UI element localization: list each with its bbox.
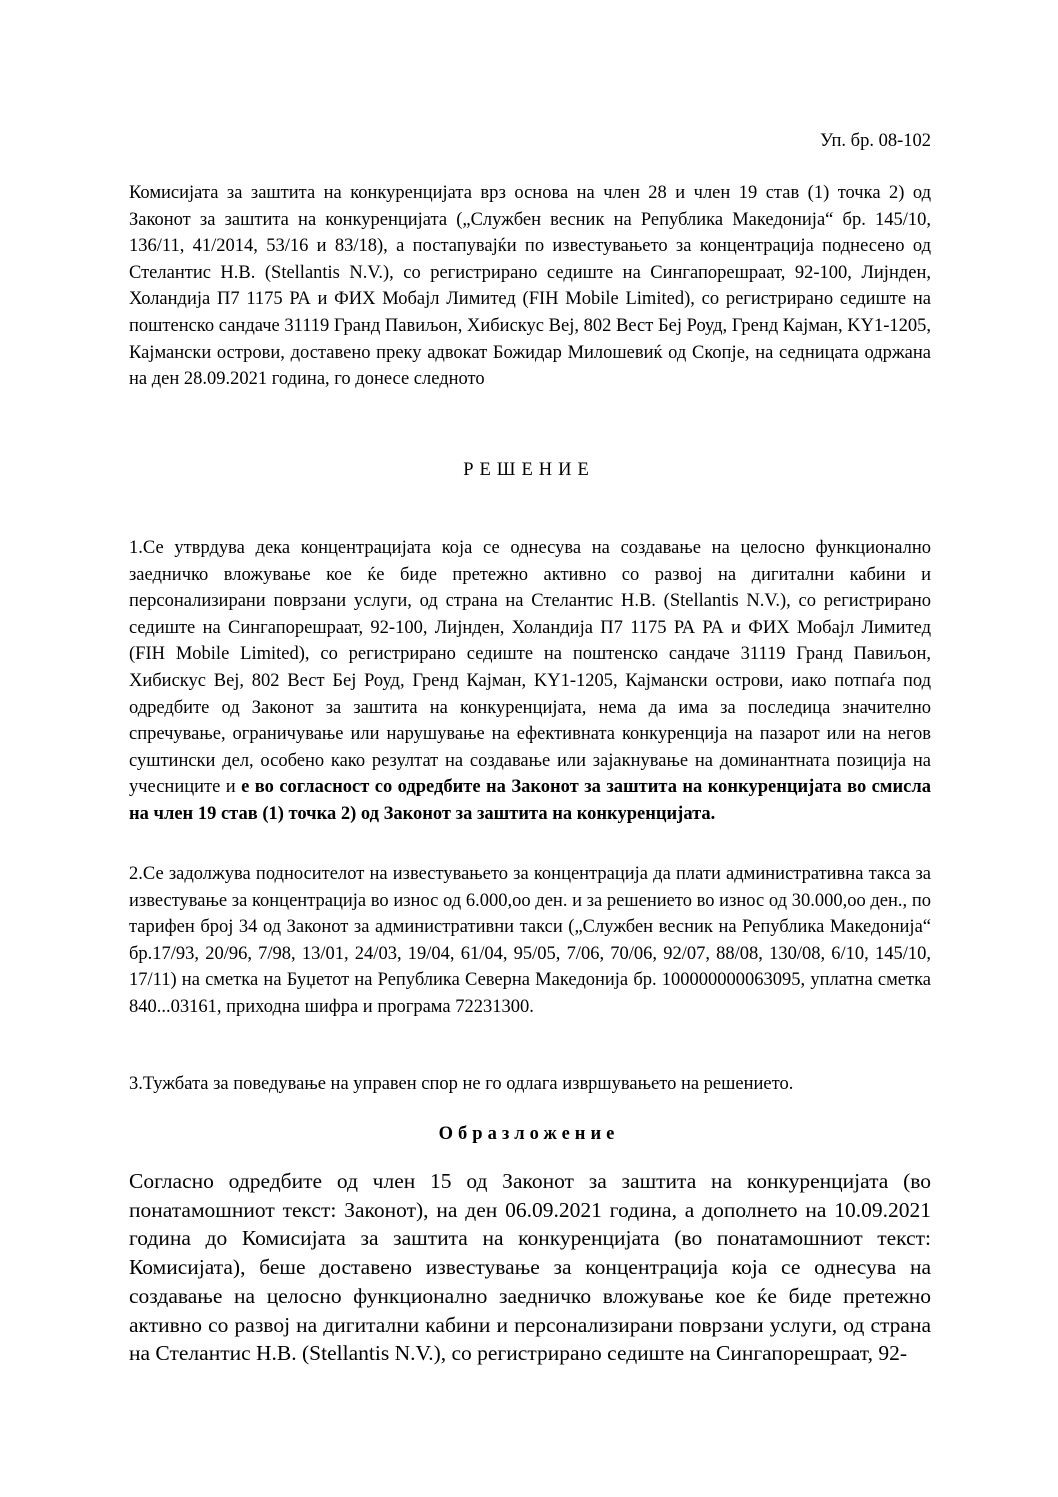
decision-item-1-text: 1.Се утврдува дека концентрацијата која се однесува на создавање на целосно функционално заедничко вложување кое ќе биде претежно активно со развој на дигитални кабини и персонализирани поврзани услуги, од страна на Стелантис Н.В. (Stellantis N.V.), со регистрирано седиште на Сингапорешраат, 92-100, Лијнден, Холандија П7 1175 РА РА и ФИХ Мобајл Лимитед (FIH Mobile Limited), со регистрирано седиште на поштенско сандаче 31119 Гранд Павиљон, Хибискус Веј, 802 Вест Беј Роуд, Гренд Кајман, KY1-1205, Кајмански острови, иако потпаѓа под одредбите од Законот за заштита на конкуренцијата, нема да има за последица значително спречување, ограничување или нарушување на ефективната конкуренција на пазарот или на негов суштински дел, особено како резултат на создавање или зајакнување на доминантната позиција на учесниците и [129, 538, 931, 798]
reasoning-heading: Образложение [438, 1124, 620, 1144]
decision-item-3: 3.Тужбата за поведување на управен спор не го одлага извршувањето на решението. [129, 1074, 794, 1094]
reasoning-paragraph: Согласно одредбите од член 15 од Законот за заштита на конкуренцијата (во понатамошниот текст: Законот), на ден 06.09.2021 година, а дополнето на 10.09.2021 година до Комисијата за заштита на конкуренцијата (во понатамошниот текст: Комисијата), беше доставено известување за концентрација која се однесува на создавање на целосно функционално заедничко вложување кое ќе биде претежно активно со развој на дигитални кабини и персонализирани поврзани услуги, од страна на Стелантис Н.В. (Stellantis N.V.), со регистрирано седиште на Сингапорешраат, 92- [129, 1169, 931, 1366]
decision-item-1 [129, 535, 931, 828]
case-reference-number: Уп. бр. 08-102 [820, 131, 931, 151]
decision-item-2: 2.Се задолжува подносителот на известувањето за концентрација да плати административна такса за известување за концентрација во износ од 6.000,оо ден. и за решението во износ од 30.000,оо ден., по тарифен број 34 од Законот за административни такси („Службен весник на Република Македонија“ бр.17/93, 20/96, 7/98, 13/01, 24/03, 19/04, 61/04, 95/05, 7/06, 70/06, 92/07, 88/08, 130/08, 6/10, 145/10, 17/11) на сметка на Буџетот на Република Северна Македонија бр. 100000000063095, уплатна сметка 840...03161, приходна шифра и програма 72231300. [129, 864, 931, 1017]
decision-item-1-bold: е во согласност со одредбите на Законот за заштита на конкуренцијата во смисла на член 19 став (1) точка 2) од Законот за заштита на конкуренцијата. [129, 777, 931, 824]
intro-paragraph: Комисијата за заштита на конкуренцијата врз основа на член 28 и член 19 став (1) точка 2) од Законот за заштита на конкуренцијата („Службен весник на Република Македонија“ бр. 145/10, 136/11, 41/2014, 53/16 и 83/18), а постапувајќи по известувањето за концентрација поднесено од Стелантис Н.В. (Stellantis N.V.), со регистрирано седиште на Сингапорешраат, 92-100, Лијнден, Холандија П7 1175 РА и ФИХ Мобајл Лимитед (FIH Mobile Limited), со регистрирано седиште на поштенско сандаче 31119 Гранд Павиљон, Хибискус Веј, 802 Вест Беј Роуд, Гренд Кајман, KY1-1205, Кајмански острови, доставено преку адвокат Божидар Милошевиќ од Скопје, на седницата одржана на ден 28.09.2021 година, го донесе следното [129, 183, 931, 390]
decision-title: РЕШЕНИЕ [463, 460, 595, 480]
